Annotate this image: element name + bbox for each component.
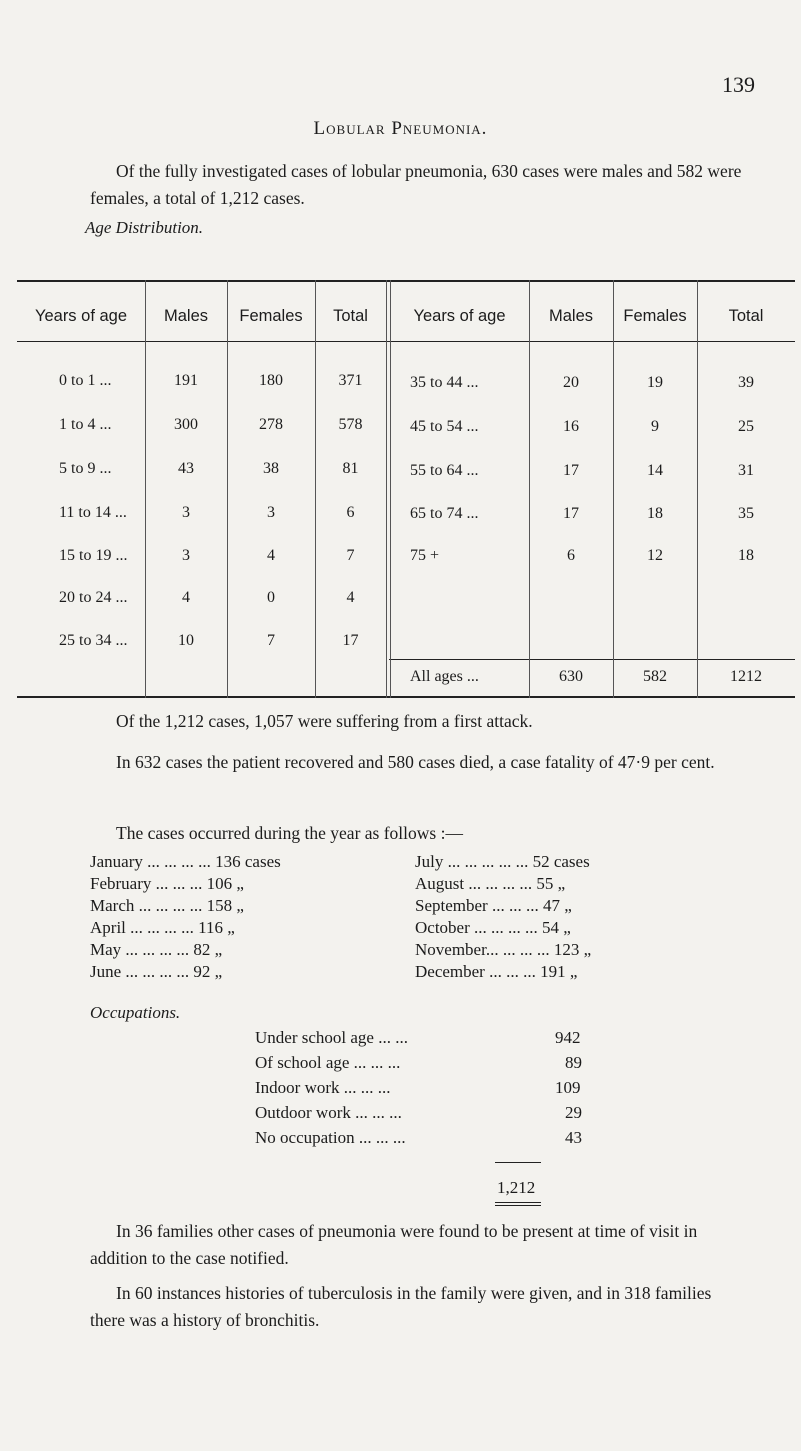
females-cell: 4 (267, 547, 275, 564)
first-attack-paragraph: Of the 1,212 cases, 1,057 were suffering from a first attack. (116, 711, 533, 731)
males-cell: 20 (563, 374, 579, 391)
females-cell: 18 (647, 505, 663, 522)
age-range-cell: 35 to 44 ... (410, 374, 479, 391)
header-females: Females (239, 307, 303, 325)
males-cell: 43 (178, 460, 194, 477)
table-bottom-rule (17, 696, 795, 698)
grand-total-cell: 1212 (730, 668, 762, 685)
month-row: June ... ... ... ... 92 „ (90, 962, 223, 981)
header-total: Total (728, 307, 764, 325)
females-cell: 12 (647, 547, 663, 564)
total-cell: 35 (738, 505, 754, 522)
females-cell: 0 (267, 589, 275, 606)
total-cell: 4 (346, 589, 355, 606)
males-cell: 191 (174, 372, 198, 389)
month-row: August ... ... ... ... 55 „ (415, 874, 566, 893)
tuberculosis-paragraph: In 60 instances histories of tuberculosis in the family were given, and in 318 families there was a history of bronchitis. (90, 1283, 712, 1330)
occupation-value: 43 (565, 1128, 582, 1147)
col-divider (390, 280, 391, 698)
total-cell: 18 (738, 547, 754, 564)
total-cell: 6 (346, 504, 355, 521)
females-total-cell: 582 (643, 668, 667, 685)
double-rule-bottom (495, 1205, 541, 1206)
occupation-value: 29 (565, 1103, 582, 1122)
month-row: December ... ... ... 191 „ (415, 962, 578, 981)
occupation-label: Under school age ... ... (255, 1028, 408, 1047)
total-cell: 81 (342, 460, 359, 477)
males-cell: 4 (182, 589, 190, 606)
occupation-label: Outdoor work ... ... ... (255, 1103, 402, 1122)
males-cell: 10 (178, 632, 194, 649)
col-divider (529, 280, 530, 698)
header-years-of-age: Years of age (413, 307, 506, 325)
males-cell: 3 (182, 504, 190, 521)
occupation-label: No occupation ... ... ... (255, 1128, 406, 1147)
age-range-cell: 55 to 64 ... (410, 462, 479, 479)
months-intro: The cases occurred during the year as follows :— (116, 823, 463, 843)
total-cell: 31 (738, 462, 754, 479)
double-rule-top (495, 1202, 541, 1203)
all-ages-label: All ages ... (410, 668, 479, 685)
occupation-row (255, 1128, 582, 1148)
males-cell: 17 (563, 462, 579, 479)
occupation-label: Indoor work ... ... ... (255, 1078, 391, 1097)
section-heading: Lobular Pneumonia. (313, 118, 488, 139)
month-row: April ... ... ... ... 116 „ (90, 918, 235, 937)
occupations-total: 1,212 (497, 1178, 536, 1197)
males-cell: 300 (174, 416, 198, 433)
table-top-rule (17, 280, 795, 282)
age-range-cell: 15 to 19 ... (59, 547, 128, 564)
age-range-cell: 65 to 74 ... (410, 505, 479, 522)
month-row: January ... ... ... ... 136 cases (90, 852, 281, 871)
total-cell: 578 (338, 416, 363, 433)
page-number: 139 (722, 72, 755, 97)
month-row: November... ... ... ... 123 „ (415, 940, 592, 959)
age-range-cell: 75 + (410, 547, 440, 564)
header-males: Males (163, 307, 208, 325)
age-range-cell: 0 to 1 ... (59, 372, 112, 389)
month-row: October ... ... ... ... 54 „ (415, 918, 571, 937)
total-cell: 7 (346, 547, 355, 564)
age-range-cell: 45 to 54 ... (410, 418, 479, 435)
col-divider (386, 280, 387, 698)
month-row: September ... ... ... 47 „ (415, 896, 572, 915)
header-years-of-age: Years of age (34, 307, 128, 325)
occupation-row (255, 1028, 581, 1048)
age-distribution-table (17, 280, 795, 698)
recovery-paragraph: In 632 cases the patient recovered and 580 cases died, a case fatality of 47·9 per cent. (116, 752, 715, 772)
age-distribution-label: Age Distribution. (85, 218, 204, 237)
age-range-cell: 5 to 9 ... (59, 460, 112, 477)
header-total: Total (333, 307, 368, 325)
females-cell: 3 (267, 504, 275, 521)
males-cell: 17 (563, 505, 579, 522)
age-range-cell: 20 to 24 ... (59, 589, 128, 606)
table-header-rule (17, 341, 795, 342)
occupation-row (255, 1053, 582, 1073)
females-cell: 14 (647, 462, 663, 479)
total-cell: 17 (342, 632, 359, 649)
month-row: March ... ... ... ... 158 „ (90, 896, 244, 915)
age-range-cell: 25 to 34 ... (59, 632, 128, 649)
month-row: July ... ... ... ... ... 52 cases (415, 852, 590, 871)
header-females: Females (623, 307, 687, 325)
col-divider (613, 280, 614, 698)
occupations-label: Occupations. (90, 1003, 181, 1022)
sum-rule (495, 1162, 541, 1163)
occupation-value: 942 (555, 1028, 581, 1047)
total-row-rule (389, 659, 795, 660)
total-cell: 371 (338, 372, 363, 389)
intro-paragraph: Of the fully investigated cases of lobular pneumonia, 630 cases were males and 582 were females, a total of 1,212 cases. (90, 161, 742, 208)
occupation-row (255, 1078, 581, 1098)
females-cell: 38 (263, 460, 279, 477)
males-total-cell: 630 (559, 668, 583, 685)
age-range-cell: 11 to 14 ... (59, 504, 127, 521)
females-cell: 9 (651, 418, 659, 435)
header-males: Males (548, 307, 593, 325)
occupation-value: 89 (565, 1053, 582, 1072)
month-row: May ... ... ... ... 82 „ (90, 940, 223, 959)
females-cell: 180 (259, 372, 283, 389)
males-cell: 3 (182, 547, 190, 564)
month-row: February ... ... ... 106 „ (90, 874, 244, 893)
males-cell: 6 (567, 547, 575, 564)
females-cell: 19 (647, 374, 663, 391)
col-divider (697, 280, 698, 698)
females-cell: 7 (267, 632, 275, 649)
other-cases-paragraph: In 36 families other cases of pneumonia were found to be present at time of visit in addition to the case notified. (90, 1221, 698, 1268)
total-cell: 39 (738, 374, 754, 391)
occupation-row (255, 1103, 582, 1123)
males-cell: 16 (563, 418, 579, 435)
occupation-label: Of school age ... ... ... (255, 1053, 401, 1072)
age-range-cell: 1 to 4 ... (59, 416, 112, 433)
total-cell: 25 (738, 418, 754, 435)
occupation-value: 109 (555, 1078, 581, 1097)
females-cell: 278 (259, 416, 283, 433)
